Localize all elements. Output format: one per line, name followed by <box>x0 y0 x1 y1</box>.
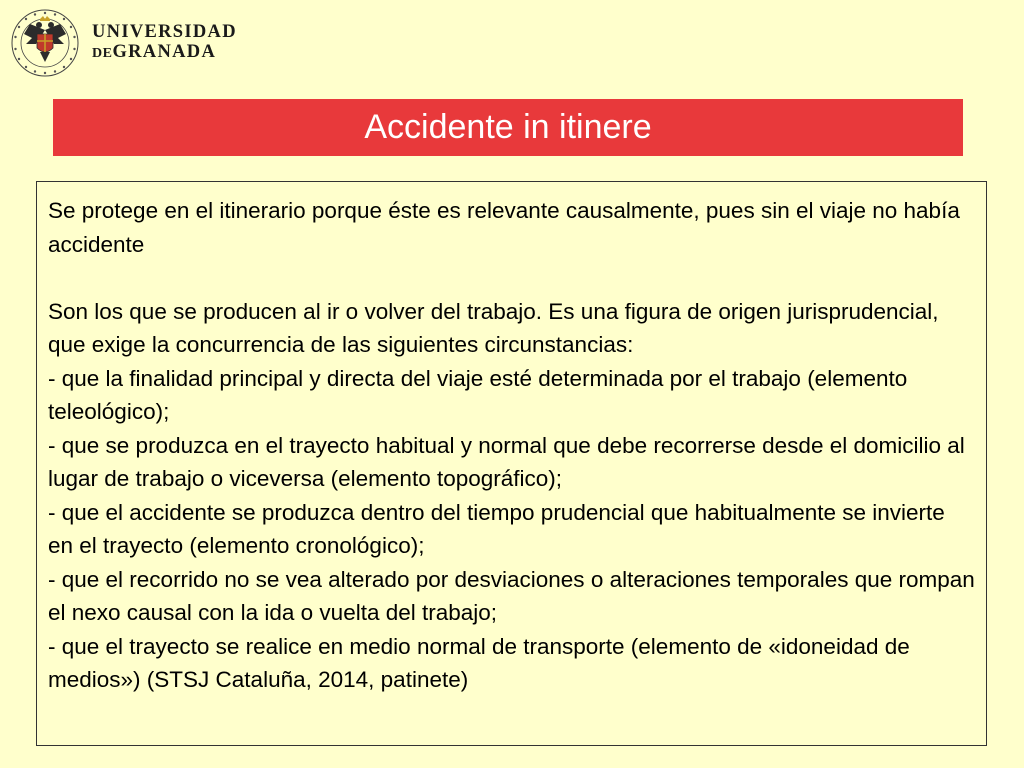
university-name <box>92 22 237 64</box>
university-logo <box>10 8 245 80</box>
university-name-line1: UNIVERSIDAD <box>92 22 237 42</box>
university-seal-icon <box>10 8 80 78</box>
list-item-nexo-causal: - que el recorrido no se vea alterado por desviaciones o alteraciones temporales que rompan el nexo causal con la ida o vuelta del trabajo; <box>48 566 975 625</box>
university-name-main: GRANADA <box>112 42 217 62</box>
list-item-topografico: - que se produzca en el trayecto habitual y normal que debe recorrerse desde el domicilio al lugar de trabajo o viceversa (elemento topográfico); <box>48 432 965 491</box>
paragraph-spacer <box>48 261 976 295</box>
list-item-idoneidad: - que el trayecto se realice en medio normal de transporte (elemento de «idoneidad de medios») (STSJ Cataluña, 2014, patinete) <box>48 633 910 692</box>
slide-title-bar <box>53 99 963 156</box>
slide-title: Accidente in itinere <box>364 108 652 146</box>
content-box <box>36 181 987 746</box>
paragraph-intro: Se protege en el itinerario porque éste es relevante causalmente, pues sin el viaje no había accidente <box>48 198 960 257</box>
list-item-cronologico: - que el accidente se produzca dentro del tiempo prudencial que habitualmente se invierte en el trayecto (elemento cronológico); <box>48 499 945 558</box>
paragraph-definition: Son los que se producen al ir o volver del trabajo. Es una figura de origen jurisprudencial, que exige la concurrencia de las siguientes circunstancias: <box>48 298 939 357</box>
university-name-line2 <box>92 42 237 64</box>
list-item-teleologico: - que la finalidad principal y directa del viaje esté determinada por el trabajo (elemento teleológico); <box>48 365 908 424</box>
university-name-prefix: DE <box>92 46 113 61</box>
